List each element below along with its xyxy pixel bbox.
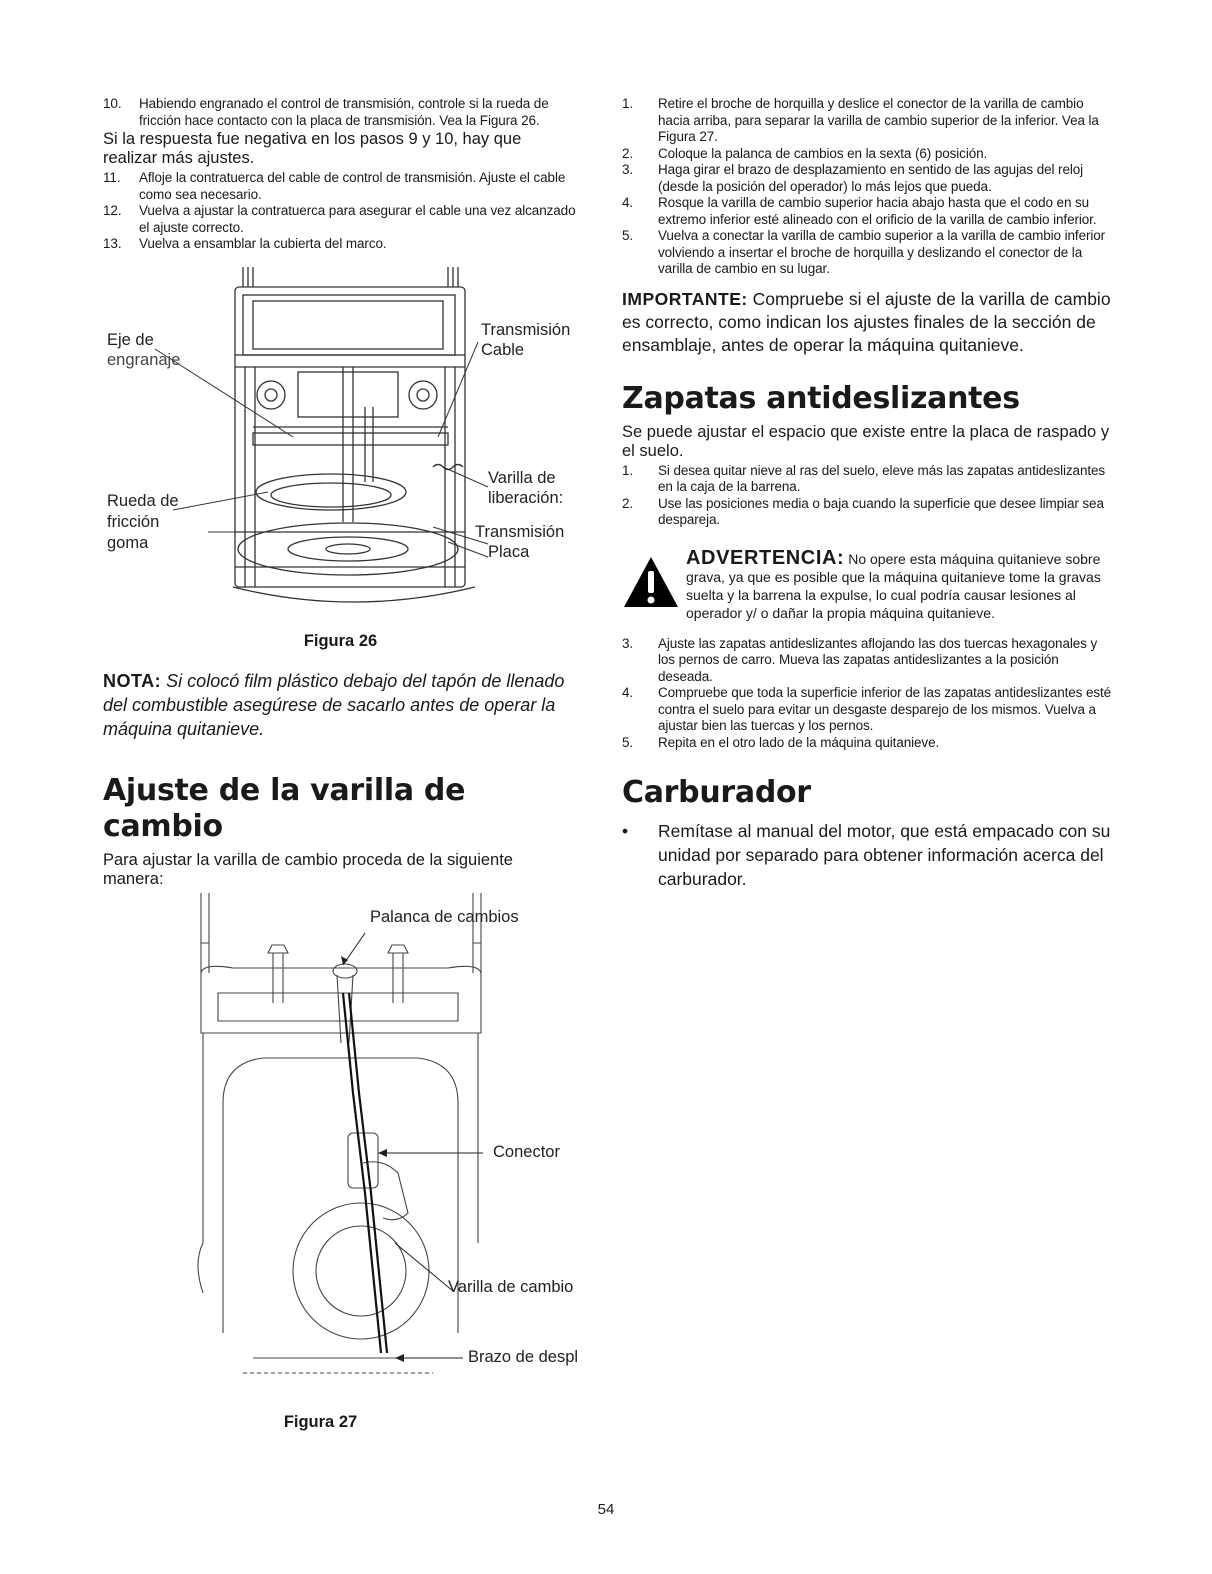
- step-text: Repita en el otro lado de la máquina quitanieve.: [658, 734, 940, 750]
- bullet-dot: •: [622, 821, 629, 841]
- importante-text: Compruebe si el ajuste de la varilla de cambio es correcto, como indican los ajustes finales de la sección de ensamblaje, antes de operar la máquina quitanieve.: [622, 288, 1111, 355]
- step-item: [622, 228, 1112, 278]
- nota-paragraph: [103, 669, 578, 741]
- step-item: [103, 236, 578, 253]
- label-friccion: fricción: [107, 512, 160, 531]
- steps-list-mid: [103, 170, 578, 253]
- heading-carburador: Carburador: [622, 775, 811, 810]
- importante-keyword: IMPORTANTE:: [622, 288, 748, 309]
- ajuste-intro: Para ajustar la varilla de cambio proceda de la siguiente manera:: [103, 850, 513, 888]
- step-text: Rosque la varilla de cambio superior hacia abajo hasta que el codo en su extremo inferior esté alineado con el orificio de la varilla de cambio inferior.: [658, 195, 1097, 227]
- step-item: [622, 195, 1112, 228]
- label-palanca-de-cambios: Palanca de cambios: [370, 907, 519, 926]
- step-text: Vuelva a ajustar la contratuerca para asegurar el cable una vez alcanzado el ajuste correcto.: [139, 203, 576, 235]
- step-item: [622, 146, 1112, 163]
- label-transmision-cable-2: Cable: [481, 340, 525, 359]
- figure-26-caption: Figura 26: [303, 631, 378, 650]
- heading-zapatas: Zapatas antideslizantes: [622, 380, 1020, 416]
- left-column: [103, 96, 578, 1432]
- steps-list-zapatas-b: [622, 636, 1112, 752]
- step-item: [103, 203, 578, 236]
- figure-27: [103, 893, 578, 1393]
- label-transmision-cable-1: Transmisión: [481, 320, 571, 339]
- steps-list-zapatas-a: [622, 463, 1112, 529]
- label-varilla-de-cambio: Varilla de cambio: [448, 1277, 574, 1296]
- step-number: 4.: [622, 195, 634, 210]
- label-transmision-placa-1: Transmisión: [475, 522, 565, 541]
- right-column: [622, 96, 1112, 891]
- step-text: Compruebe que toda la superficie inferior de las zapatas antideslizantes esté contra el suelo para evitar un desgaste desparejo de los mismos. Vuelva a ajustar bien las tuercas y los pernos.: [658, 685, 1112, 733]
- step-number: 11.: [103, 170, 121, 185]
- step-number: 10.: [103, 96, 122, 111]
- label-goma: goma: [107, 533, 149, 552]
- step-text: Retire el broche de horquilla y deslice el conector de la varilla de cambio hacia arriba, para separar la varilla de cambio superior de la inferior. Vea la Figura 27.: [658, 96, 1099, 144]
- warning-triangle-icon: [622, 555, 680, 609]
- label-rueda-de: Rueda de: [107, 491, 179, 510]
- page-number: 54: [597, 1501, 615, 1518]
- step-number: 2.: [622, 145, 634, 161]
- step-number: 12.: [103, 203, 122, 218]
- step-text: Vuelva a ensamblar la cubierta del marco.: [139, 236, 387, 251]
- step-item: [103, 170, 578, 203]
- step-item: [622, 162, 1112, 195]
- step-item: [622, 636, 1112, 686]
- step-number: 1.: [622, 462, 634, 478]
- step-number: 4.: [622, 685, 634, 700]
- step-item: [622, 685, 1112, 735]
- warning-block: [622, 546, 1112, 622]
- importante-paragraph: [622, 288, 1112, 357]
- step-text: Ajuste las zapatas antideslizantes aflojando las dos tuercas hexagonales y los pernos de carro. Mueva las zapatas antideslizantes a la posición deseada.: [658, 635, 1098, 684]
- step-text: Vuelva a conectar la varilla de cambio superior a la varilla de cambio inferior volviendo a insertar el broche de horquilla y deslizando el conector de la varilla de cambio en su lugar.: [658, 228, 1106, 276]
- label-brazo-de-despl: Brazo de despl: [468, 1347, 579, 1366]
- figure-27-caption: Figura 27: [283, 1412, 358, 1431]
- step-item: [622, 735, 1112, 752]
- step-text: Coloque la palanca de cambios en la sexta (6) posición.: [658, 145, 988, 161]
- warning-keyword: ADVERTENCIA:: [686, 546, 845, 569]
- steps-list-shift: [622, 96, 1112, 278]
- step-number: 13.: [103, 236, 122, 251]
- carburador-bullet: [622, 819, 1112, 891]
- label-varilla-liberacion-2: liberación:: [488, 488, 564, 507]
- step-text: Use las posiciones media o baja cuando la superficie que desee limpiar sea despareja.: [658, 495, 1104, 527]
- step-number: 3.: [622, 635, 634, 651]
- step-text: Afloje la contratuerca del cable de control de transmisión. Ajuste el cable como sea necesario.: [139, 170, 566, 202]
- label-eje-de: Eje de: [107, 330, 154, 349]
- step-item: [103, 96, 578, 129]
- negative-answer-paragraph: Si la respuesta fue negativa en los pasos 9 y 10, hay que realizar más ajustes.: [103, 130, 522, 167]
- step-number: 2.: [622, 495, 634, 511]
- step-number: 1.: [622, 96, 634, 111]
- carburador-text: Remítase al manual del motor, que está empacado con su unidad por separado para obtener información acerca del carburador.: [658, 821, 1111, 889]
- step-number: 3.: [622, 162, 634, 177]
- label-transmision-placa-2: Placa: [488, 542, 530, 561]
- nota-keyword: NOTA:: [103, 670, 162, 691]
- label-varilla-liberacion-1: Varilla de: [488, 468, 556, 487]
- step-item: [622, 463, 1112, 496]
- step-text: Si desea quitar nieve al ras del suelo, eleve más las zapatas antideslizantes en la caja de la barrena.: [658, 462, 1106, 494]
- heading-ajuste-varilla: Ajuste de la varilla de cambio: [103, 772, 466, 844]
- step-item: [622, 96, 1112, 146]
- step-number: 5.: [622, 228, 634, 243]
- zapatas-intro: Se puede ajustar el espacio que existe entre la placa de raspado y el suelo.: [622, 422, 1110, 460]
- label-conector: Conector: [493, 1142, 560, 1161]
- nota-text: Si colocó film plástico debajo del tapón de llenado del combustible asegúrese de sacarlo antes de operar la máquina quitanieve.: [103, 670, 565, 739]
- step-text: Haga girar el brazo de desplazamiento en sentido de las agujas del reloj (desde la posición del operador) lo más lejos que pueda.: [658, 162, 1084, 194]
- step-number: 5.: [622, 734, 634, 750]
- step-text: Habiendo engranado el control de transmisión, controle si la rueda de fricción hace contacto con la placa de transmisión. Vea la Figura 26.: [139, 96, 549, 128]
- step-item: [622, 496, 1112, 529]
- warning-text: No opere esta máquina quitanieve sobre grava, ya que es posible que la máquina quitanieve tome la gravas suelta y la barrena la expulse, lo cual podría causar lesiones al operador y/ o dañar la propia máquina quitanieve.: [686, 550, 1101, 621]
- label-engranaje: engranaje: [107, 350, 181, 369]
- steps-list-top: [103, 96, 578, 129]
- warning-text-block: [686, 546, 1112, 622]
- figure-26: [103, 267, 578, 612]
